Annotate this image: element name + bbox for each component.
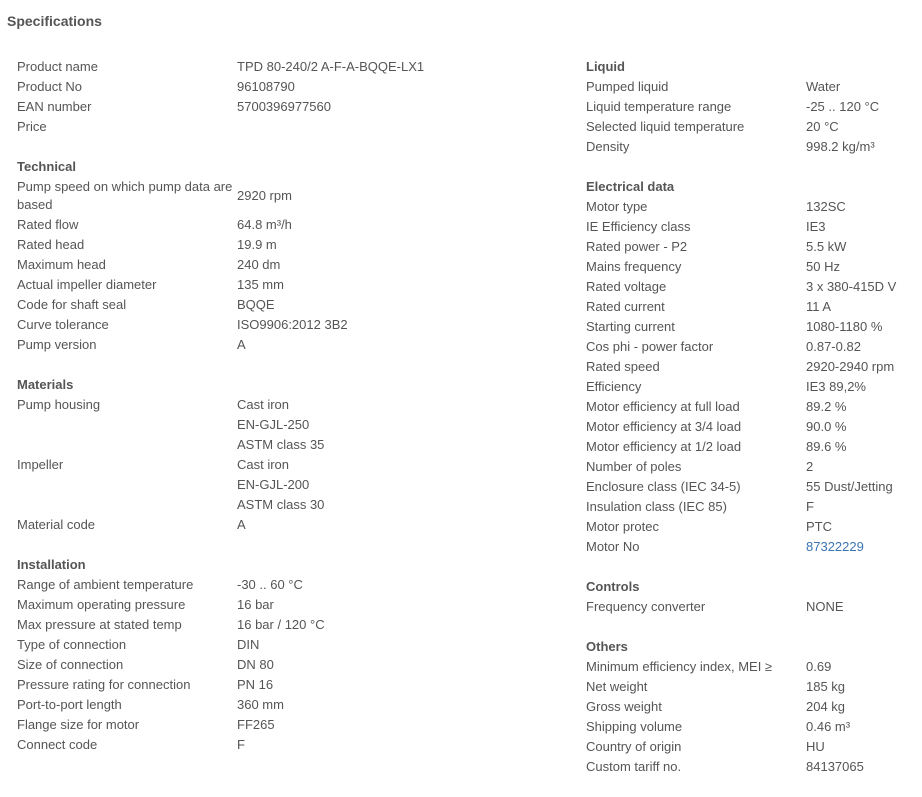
section-heading-controls: Controls xyxy=(586,579,640,594)
spec-row-curve-tolerance xyxy=(17,315,537,335)
liquid-section xyxy=(586,57,916,157)
spec-label: Mains frequency xyxy=(586,259,682,274)
spec-label: Rated flow xyxy=(17,217,79,232)
spec-row-motor-no xyxy=(586,537,916,557)
general-section xyxy=(17,57,537,137)
left-spec-column xyxy=(17,57,537,775)
spec-row-impeller-grade xyxy=(17,475,537,495)
section-heading-others: Others xyxy=(586,639,628,654)
section-heading-electrical: Electrical data xyxy=(586,179,675,194)
spec-row-efficiency xyxy=(586,377,916,397)
spec-label: Motor efficiency at 1/2 load xyxy=(586,439,742,454)
spec-row-pressure-rating xyxy=(17,675,537,695)
materials-section xyxy=(17,375,537,535)
electrical-section xyxy=(586,177,916,557)
spec-label: IE Efficiency class xyxy=(586,219,691,234)
spec-row-ambient-temp xyxy=(17,575,537,595)
spec-value: IE3 89,2% xyxy=(806,379,866,394)
spec-value: 0.69 xyxy=(806,659,832,674)
spec-label: Motor protec xyxy=(586,519,659,534)
spec-value: 16 bar / 120 °C xyxy=(237,617,325,632)
spec-row-density xyxy=(586,137,916,157)
spec-value: 204 kg xyxy=(806,699,846,714)
spec-value: 998.2 kg/m³ xyxy=(806,139,875,154)
spec-value: FF265 xyxy=(237,717,275,732)
spec-value: DIN xyxy=(237,637,260,652)
spec-row-connection-size xyxy=(17,655,537,675)
spec-row-pump-speed xyxy=(17,177,537,215)
spec-label: Cos phi - power factor xyxy=(586,339,714,354)
spec-label: Motor efficiency at 3/4 load xyxy=(586,419,742,434)
spec-value: ASTM class 30 xyxy=(237,497,325,512)
spec-row-selected-liquid-temp xyxy=(586,117,916,137)
spec-label: Rated speed xyxy=(586,359,660,374)
spec-row-flange-size xyxy=(17,715,537,735)
spec-value: 19.9 m xyxy=(237,237,277,252)
spec-value: 55 Dust/Jetting xyxy=(806,479,893,494)
spec-value: DN 80 xyxy=(237,657,274,672)
spec-label: Material code xyxy=(17,517,96,532)
spec-label: Efficiency xyxy=(586,379,642,394)
spec-row-enclosure-class xyxy=(586,477,916,497)
spec-row-shipping-volume xyxy=(586,717,916,737)
spec-row-liquid-temp-range xyxy=(586,97,916,117)
spec-label: Motor No xyxy=(586,539,640,554)
spec-row-port-to-port xyxy=(17,695,537,715)
spec-value: 360 mm xyxy=(237,697,284,712)
spec-value: PTC xyxy=(806,519,832,534)
spec-row-ean xyxy=(17,97,537,117)
spec-value: 50 Hz xyxy=(806,259,840,274)
spec-row-gross-weight xyxy=(586,697,916,717)
spec-value: HU xyxy=(806,739,825,754)
spec-row-motor-type xyxy=(586,197,916,217)
spec-value: 11 A xyxy=(806,299,832,314)
spec-label: Enclosure class (IEC 34-5) xyxy=(586,479,741,494)
spec-label: Size of connection xyxy=(17,657,124,672)
spec-label: Maximum head xyxy=(17,257,106,272)
spec-label: Product No xyxy=(17,79,83,94)
spec-row-starting-current xyxy=(586,317,916,337)
section-heading-technical: Technical xyxy=(17,159,77,174)
spec-label: Price xyxy=(17,119,47,134)
spec-value: Cast iron xyxy=(237,397,290,412)
spec-label: Shipping volume xyxy=(586,719,683,734)
motor-no-link[interactable]: 87322229 xyxy=(806,539,864,554)
spec-value: 16 bar xyxy=(237,597,274,612)
spec-label: Range of ambient temperature xyxy=(17,577,194,592)
spec-label: Rated voltage xyxy=(586,279,667,294)
spec-value: 84137065 xyxy=(806,759,864,774)
spec-row-net-weight xyxy=(586,677,916,697)
spec-label: Insulation class (IEC 85) xyxy=(586,499,727,514)
spec-value: 185 kg xyxy=(806,679,846,694)
spec-value: 135 mm xyxy=(237,277,284,292)
spec-label: Frequency converter xyxy=(586,599,706,614)
spec-value: NONE xyxy=(806,599,844,614)
spec-row-max-pressure-temp xyxy=(17,615,537,635)
section-heading-liquid: Liquid xyxy=(586,59,625,74)
spec-value: PN 16 xyxy=(237,677,274,692)
spec-label: Curve tolerance xyxy=(17,317,109,332)
spec-value: TPD 80-240/2 A-F-A-BQQE-LX1 xyxy=(237,59,425,74)
spec-row-rated-head xyxy=(17,235,537,255)
right-spec-column xyxy=(586,57,916,797)
spec-value: 0.46 m³ xyxy=(806,719,851,734)
spec-row-max-operating-pressure xyxy=(17,595,537,615)
spec-row-maximum-head xyxy=(17,255,537,275)
spec-value: 2920 rpm xyxy=(237,188,292,203)
spec-row-cos-phi xyxy=(586,337,916,357)
spec-value: 5.5 kW xyxy=(806,239,847,254)
spec-label: Code for shaft seal xyxy=(17,297,127,312)
spec-label: Gross weight xyxy=(586,699,662,714)
spec-value: Water xyxy=(806,79,841,94)
spec-label: Selected liquid temperature xyxy=(586,119,745,134)
spec-label: Rated current xyxy=(586,299,665,314)
spec-row-eff-three-quarter-load xyxy=(586,417,916,437)
spec-label: Liquid temperature range xyxy=(586,99,732,114)
spec-label: Number of poles xyxy=(586,459,682,474)
spec-value: F xyxy=(806,499,814,514)
controls-section xyxy=(586,577,916,617)
spec-label: Max pressure at stated temp xyxy=(17,617,182,632)
spec-row-frequency-converter xyxy=(586,597,916,617)
spec-label: Type of connection xyxy=(17,637,127,652)
spec-row-material-code xyxy=(17,515,537,535)
spec-label: Pump version xyxy=(17,337,97,352)
spec-value: 64.8 m³/h xyxy=(237,217,292,232)
spec-label: Port-to-port length xyxy=(17,697,122,712)
spec-value: BQQE xyxy=(237,297,275,312)
spec-label: Pump speed on which pump data are based xyxy=(17,179,233,212)
installation-section xyxy=(17,555,537,755)
spec-row-product-name xyxy=(17,57,537,77)
spec-row-motor-protec xyxy=(586,517,916,537)
spec-value: 1080-1180 % xyxy=(806,319,883,334)
spec-row-pump-housing xyxy=(17,395,537,415)
spec-value: Cast iron xyxy=(237,457,290,472)
spec-label: Net weight xyxy=(586,679,648,694)
spec-label: Flange size for motor xyxy=(17,717,140,732)
spec-row-connect-code xyxy=(17,735,537,755)
spec-value: 240 dm xyxy=(237,257,281,272)
spec-label: EAN number xyxy=(17,99,92,114)
spec-value: 89.6 % xyxy=(806,439,847,454)
spec-value: 20 °C xyxy=(806,119,839,134)
spec-value: 2920-2940 rpm xyxy=(806,359,895,374)
spec-value: EN-GJL-200 xyxy=(237,477,310,492)
spec-row-product-no xyxy=(17,77,537,97)
spec-label: Custom tariff no. xyxy=(586,759,682,774)
spec-value: A xyxy=(237,517,246,532)
spec-label: Motor type xyxy=(586,199,648,214)
spec-label: Actual impeller diameter xyxy=(17,277,157,292)
spec-row-rated-speed xyxy=(586,357,916,377)
spec-row-number-of-poles xyxy=(586,457,916,477)
spec-value: 2 xyxy=(806,459,814,474)
spec-row-pump-housing-astm xyxy=(17,435,537,455)
spec-value: -25 .. 120 °C xyxy=(806,99,880,114)
spec-row-impeller xyxy=(17,455,537,475)
section-heading-installation: Installation xyxy=(17,557,86,572)
spec-row-pump-housing-grade xyxy=(17,415,537,435)
spec-row-eff-full-load xyxy=(586,397,916,417)
spec-value: EN-GJL-250 xyxy=(237,417,310,432)
spec-row-mains-frequency xyxy=(586,257,916,277)
spec-value: -30 .. 60 °C xyxy=(237,577,303,592)
spec-label: Pumped liquid xyxy=(586,79,669,94)
spec-value: 0.87-0.82 xyxy=(806,339,861,354)
spec-row-custom-tariff xyxy=(586,757,916,777)
spec-row-rated-voltage xyxy=(586,277,916,297)
section-heading-materials: Materials xyxy=(17,377,74,392)
spec-value: ISO9906:2012 3B2 xyxy=(237,317,348,332)
spec-row-country-of-origin xyxy=(586,737,916,757)
spec-value: 89.2 % xyxy=(806,399,847,414)
spec-value: IE3 xyxy=(806,219,826,234)
spec-value: F xyxy=(237,737,245,752)
spec-label: Starting current xyxy=(586,319,675,334)
spec-label: Density xyxy=(586,139,630,154)
spec-value: A xyxy=(237,337,246,352)
spec-row-rated-current xyxy=(586,297,916,317)
spec-row-rated-power xyxy=(586,237,916,257)
spec-label: Pump housing xyxy=(17,397,101,412)
spec-value: ASTM class 35 xyxy=(237,437,325,452)
spec-row-pump-version xyxy=(17,335,537,355)
spec-label: Product name xyxy=(17,59,98,74)
spec-label: Connect code xyxy=(17,737,98,752)
spec-row-eff-half-load xyxy=(586,437,916,457)
spec-row-ie-class xyxy=(586,217,916,237)
spec-value: 5700396977560 xyxy=(237,99,331,114)
page-title: Specifications xyxy=(7,13,102,29)
spec-value: 90.0 % xyxy=(806,419,847,434)
spec-label: Maximum operating pressure xyxy=(17,597,186,612)
spec-row-connection-type xyxy=(17,635,537,655)
spec-value: 96108790 xyxy=(237,79,295,94)
spec-value: 132SC xyxy=(806,199,846,214)
spec-label: Country of origin xyxy=(586,739,682,754)
spec-label: Motor efficiency at full load xyxy=(586,399,740,414)
spec-label: Impeller xyxy=(17,457,64,472)
spec-row-mei xyxy=(586,657,916,677)
spec-label: Rated head xyxy=(17,237,85,252)
spec-row-rated-flow xyxy=(17,215,537,235)
spec-label: Pressure rating for connection xyxy=(17,677,191,692)
spec-row-price xyxy=(17,117,537,137)
others-section xyxy=(586,637,916,777)
spec-row-shaft-seal xyxy=(17,295,537,315)
spec-label: Minimum efficiency index, MEI ≥ xyxy=(586,659,773,674)
technical-section xyxy=(17,157,537,355)
spec-row-impeller-astm xyxy=(17,495,537,515)
spec-row-pumped-liquid xyxy=(586,77,916,97)
spec-row-insulation-class xyxy=(586,497,916,517)
spec-label: Rated power - P2 xyxy=(586,239,688,254)
spec-row-impeller-diameter xyxy=(17,275,537,295)
spec-value: 3 x 380-415D V xyxy=(806,279,897,294)
